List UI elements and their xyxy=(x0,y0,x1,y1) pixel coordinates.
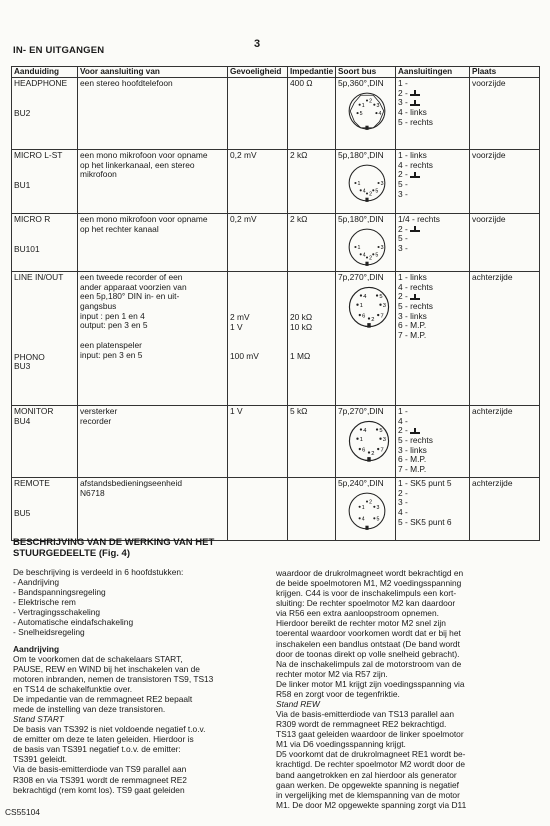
socket-pin xyxy=(368,317,370,319)
cell-aanduiding xyxy=(12,272,78,406)
aansluiting-line: 3 - links xyxy=(398,444,427,455)
paragraph-line: de basis van TS391 negatief t.o.v. de emitter: xyxy=(13,744,181,755)
cell-aanduiding-line: MICRO R xyxy=(14,214,51,224)
cell-impedantie-line: 20 kΩ xyxy=(290,312,313,322)
aansluiting-line xyxy=(398,170,467,180)
paragraph-line: band aangetrokken en zal hierdoor als generator xyxy=(276,769,457,780)
socket-pin-label: 2 xyxy=(369,499,373,506)
aansluiting-line: 4 - links xyxy=(398,106,427,117)
cell-plaats: achterzijde xyxy=(470,406,540,478)
bus-type-label: 5p,240°,DIN xyxy=(338,478,384,488)
paragraph-line: TS13 gaat geleiden waardoor de linker spoelmotor xyxy=(276,729,464,740)
aansluiting-line: 1 - xyxy=(398,78,408,88)
cell-aanduiding xyxy=(12,478,78,541)
socket-pin-label: 4 xyxy=(363,293,367,300)
aansluiting-line: 3 - xyxy=(398,188,408,199)
socket-pin xyxy=(373,103,375,105)
cell-voor-aansluiting-line: N6718 xyxy=(80,487,105,498)
aansluiting-line: 1 - SK5 punt 5 xyxy=(398,478,452,488)
socket-pin xyxy=(379,437,381,439)
socket-pin-label: 4 xyxy=(362,252,366,259)
cell-impedantie-line: 5 kΩ xyxy=(290,406,308,416)
table-row xyxy=(12,478,540,541)
socket-pin-label: 7 xyxy=(380,447,384,454)
header-gevoeligheid: Gevoeligheid xyxy=(228,67,288,78)
paragraph-line: in vergelijking met de klemspanning van de motor xyxy=(276,789,460,800)
aansluiting-pin: 2 - xyxy=(398,425,411,436)
cell-aanduiding-line: BU2 xyxy=(14,107,31,118)
socket-pin-label: 4 xyxy=(361,516,365,523)
socket-pin xyxy=(372,253,374,255)
aansluiting-line: 4 - xyxy=(398,415,408,426)
cell-soort-bus xyxy=(336,478,396,541)
paragraph-line: De basis van TS392 is niet voldoende negatief t.o.v. xyxy=(13,724,206,735)
aansluiting-line xyxy=(398,225,467,235)
cell-voor-aansluiting-line: op het rechter kanaal xyxy=(80,223,159,234)
cell-gevoeligheid-line: 1 V xyxy=(230,321,243,332)
paragraph-line: motoren inbranden, nemen de transistoren TS9, TS13 xyxy=(13,673,214,684)
paragraph-line: TS391 geleidt. xyxy=(13,754,68,765)
socket-pin xyxy=(368,451,370,453)
socket-pin-label: 5 xyxy=(375,252,379,259)
cell-voor-aansluiting-line: een mono mikrofoon voor opname xyxy=(80,150,208,160)
bus-type-label: 7p,270°,DIN xyxy=(338,406,384,416)
cell-aansluitingen xyxy=(396,150,470,214)
paragraph-line: - Aandrijving xyxy=(13,577,60,588)
table-row xyxy=(12,406,540,478)
cell-aanduiding xyxy=(12,78,78,150)
bus-type-label: 7p,270°,DIN xyxy=(338,272,384,282)
cell-impedantie xyxy=(288,150,336,214)
subheading: Stand START xyxy=(13,714,64,725)
socket-pin-label: 3 xyxy=(382,436,387,443)
paragraph-line: gaan werken. De opgewekte spanning is negatief xyxy=(276,779,459,790)
socket-pin xyxy=(366,256,368,258)
socket-pin xyxy=(378,246,380,248)
paragraph-line: - Bandspanningsregeling xyxy=(13,587,106,598)
paragraph-line: toerental waardoor voorkomen wordt dat er bij het xyxy=(276,628,461,639)
cell-impedantie-line: 2 kΩ xyxy=(290,214,308,224)
cell-plaats: achterzijde xyxy=(470,478,540,541)
cell-gevoeligheid xyxy=(228,406,288,478)
socket-pin-label: 2 xyxy=(371,450,375,457)
socket-pin xyxy=(360,294,362,296)
socket-pin-label: 7 xyxy=(380,313,384,320)
cell-gevoeligheid xyxy=(228,78,288,150)
socket-pin xyxy=(373,505,375,507)
paragraph-line: M1. De door M2 opgewekte spanning zorgt via D11 xyxy=(276,799,467,810)
socket-pin-label: 1 xyxy=(359,302,364,309)
socket-key xyxy=(365,125,368,129)
cell-plaats: achterzijde xyxy=(470,272,540,406)
socket-pin-label: 5 xyxy=(379,293,383,300)
socket-pin-label: 3 xyxy=(380,244,384,251)
cell-aanduiding-line: LINE IN/OUT xyxy=(14,272,64,282)
aansluiting-pin: 3 - xyxy=(398,97,411,108)
paragraph-line: de beide spoelmotoren M1, M2 voedingsspanning xyxy=(276,578,462,589)
socket-key xyxy=(367,323,370,328)
socket-pin-label: 5 xyxy=(375,188,379,195)
paragraph-line: PAUSE, REW en WIND bij het inschakelen van de xyxy=(13,663,200,674)
aansluiting-pin: 2 - xyxy=(398,169,411,180)
header-voor-aansluiting: Voor aansluiting van xyxy=(78,67,228,78)
socket-pin xyxy=(359,517,361,519)
socket-key xyxy=(365,525,368,529)
socket-pin xyxy=(366,99,368,101)
cell-impedantie xyxy=(288,78,336,150)
header-plaats: Plaats xyxy=(470,67,540,78)
cell-aanduiding-line: BU101 xyxy=(14,243,40,254)
cell-aanduiding-line: PHONO xyxy=(14,351,45,362)
aansluiting-pin: 2 - xyxy=(398,291,411,302)
paragraph-line: sluiting: De rechter spoelmotor M2 kan daardoor xyxy=(276,598,456,609)
cell-gevoeligheid-line: 100 mV xyxy=(230,351,259,362)
socket-pin-label: 4 xyxy=(363,427,367,434)
aansluiting-line: 3 - links xyxy=(398,310,427,321)
paragraph-line: waardoor de drukrolmagneet wordt bekrachtigd en xyxy=(276,568,464,578)
cell-impedantie xyxy=(288,478,336,541)
cell-voor-aansluiting-line: een 5p,180° DIN in- en uit- xyxy=(80,291,180,302)
cell-voor-aansluiting xyxy=(78,78,228,150)
paragraph-line: via R56 een extra aanloopstroom opnemen. xyxy=(276,608,439,619)
cell-gevoeligheid-line: 1 V xyxy=(230,406,243,416)
socket-pin xyxy=(376,428,378,430)
socket-pin-label: 2 xyxy=(369,191,373,198)
table-row xyxy=(12,78,540,150)
aansluiting-line: 5 - rechts xyxy=(398,300,433,311)
body-title-line: BESCHRIJVING VAN DE WERKING VAN HET xyxy=(13,537,215,548)
cell-voor-aansluiting-line: versterker xyxy=(80,406,118,416)
paragraph-line: R308 en via TS391 wordt de remmagneet RE2 xyxy=(13,774,187,785)
cell-voor-aansluiting xyxy=(78,478,228,541)
aansluiting-line: 1 - links xyxy=(398,272,427,282)
din-socket-icon xyxy=(346,490,388,532)
socket-pin-label: 3 xyxy=(382,302,387,309)
paragraph-line: mede de instelling van deze transistoren. xyxy=(13,704,166,715)
header-impedantie: Impedantie xyxy=(288,67,336,78)
cell-plaats: voorzijde xyxy=(470,150,540,214)
socket-pin-label: 2 xyxy=(371,316,375,323)
cell-voor-aansluiting xyxy=(78,214,228,272)
body-title-line: STUURGEDEELTE (Fig. 4) xyxy=(13,548,130,560)
socket-pin xyxy=(354,246,356,248)
cell-voor-aansluiting-line: mikrofoon xyxy=(80,169,117,180)
cell-voor-aansluiting-line: gangsbus xyxy=(80,300,117,311)
cell-impedantie xyxy=(288,214,336,272)
section-title: IN- EN UITGANGEN xyxy=(13,45,105,56)
paragraph-line: De linker motor M1 krijgt zijn voedingsspanning via xyxy=(276,678,465,689)
cell-voor-aansluiting xyxy=(78,272,228,406)
socket-pin xyxy=(372,189,374,191)
cell-voor-aansluiting-line: een mono mikrofoon voor opname xyxy=(80,214,208,224)
ground-icon xyxy=(410,90,420,96)
ground-icon xyxy=(410,100,420,106)
din-socket-icon xyxy=(346,284,392,330)
din-socket-icon xyxy=(346,90,388,132)
aansluiting-line: 1 - links xyxy=(398,150,427,160)
cell-soort-bus xyxy=(336,150,396,214)
aansluiting-line: 1 - xyxy=(398,406,408,416)
aansluiting-line: 5 - xyxy=(398,178,408,189)
table-row xyxy=(12,150,540,214)
paragraph-line: Hierdoor bereikt de rechter motor M2 snel zijn xyxy=(276,618,446,629)
header-soort-bus: Soort bus xyxy=(336,67,396,78)
aansluiting-line: 4 - rechts xyxy=(398,159,433,170)
socket-pin-label: 1 xyxy=(361,102,365,109)
header-aansluitingen: Aansluitingen xyxy=(396,67,470,78)
ground-icon xyxy=(410,226,420,232)
cell-voor-aansluiting-line: een stereo hoofdtelefoon xyxy=(80,78,173,88)
cell-voor-aansluiting-line: output: pen 3 en 5 xyxy=(80,320,148,331)
cell-gevoeligheid xyxy=(228,478,288,541)
paragraph-line: krachtigd. De rechter spoelmotor M2 wordt door de xyxy=(276,759,465,770)
socket-pin xyxy=(373,517,375,519)
cell-voor-aansluiting-line: op het linkerkanaal, een stereo xyxy=(80,159,195,170)
din-socket-icon xyxy=(346,226,388,268)
socket-pin-label: 5 xyxy=(376,516,380,523)
socket-pin-label: 4 xyxy=(362,188,366,195)
aansluiting-line: 7 - M.P. xyxy=(398,329,427,340)
aansluiting-line: 6 - M.P. xyxy=(398,454,427,465)
aansluiting-line: 4 - xyxy=(398,506,408,517)
aansluiting-line: 5 - rechts xyxy=(398,116,433,127)
socket-pin-label: 5 xyxy=(359,110,363,117)
page-number: 3 xyxy=(254,38,261,50)
table-row xyxy=(12,214,540,272)
cell-gevoeligheid-line: 2 mV xyxy=(230,312,250,322)
cell-aanduiding-line: MONITOR xyxy=(14,406,54,416)
cell-gevoeligheid-line: 0,2 mV xyxy=(230,150,257,160)
socket-pin-label: 2 xyxy=(369,98,373,105)
socket-pin xyxy=(378,182,380,184)
aansluiting-line: 5 - xyxy=(398,233,408,244)
cell-soort-bus xyxy=(336,78,396,150)
cell-plaats: voorzijde xyxy=(470,78,540,150)
paragraph-line: Via de basis-emitterdiode van TS13 parallel aan xyxy=(276,709,455,720)
cell-impedantie-line: 10 kΩ xyxy=(290,321,313,332)
paragraph-line: De beschrijving is verdeeld in 6 hoofdstukken: xyxy=(13,567,184,577)
cell-aanduiding xyxy=(12,406,78,478)
paragraph-line: en TS14 de schakelfunktie over. xyxy=(13,683,133,694)
socket-pin-label: 3 xyxy=(376,504,380,511)
aansluiting-pin: 2 - xyxy=(398,87,411,98)
paragraph-line: M1 via D6 voedingsspanning krijgt. xyxy=(276,739,406,750)
cell-voor-aansluiting-line: een tweede recorder of een xyxy=(80,272,183,282)
socket-pin-label: 3 xyxy=(380,180,384,187)
paragraph-line: - Vertragingsschakeling xyxy=(13,607,101,618)
ground-icon xyxy=(410,294,420,300)
cell-voor-aansluiting-line: recorder xyxy=(80,415,112,426)
cell-aanduiding-line: HEADPHONE xyxy=(14,78,68,88)
socket-pin xyxy=(357,112,359,114)
socket-key xyxy=(365,197,368,201)
socket-pin xyxy=(377,314,379,316)
paragraph-line: D5 voorkomt dat de drukrolmagneet RE1 wordt be- xyxy=(276,749,466,760)
socket-key xyxy=(367,457,370,462)
connections-table xyxy=(11,66,540,541)
socket-pin xyxy=(356,437,358,439)
socket-pin xyxy=(359,103,361,105)
socket-pin-label: 3 xyxy=(376,102,380,109)
table-header-row xyxy=(12,67,540,78)
socket-pin xyxy=(377,448,379,450)
cell-impedantie-line: 2 kΩ xyxy=(290,150,308,160)
table-row xyxy=(12,272,540,406)
paragraph-line: Via de basis-emitterdiode van TS9 parallel aan xyxy=(13,764,187,775)
cell-impedantie-line: 400 Ω xyxy=(290,78,313,88)
socket-pin xyxy=(376,294,378,296)
cell-voor-aansluiting-line: afstandsbedieningseenheid xyxy=(80,478,182,488)
aansluiting-line: 3 - xyxy=(398,242,408,253)
bus-type-label: 5p,180°,DIN xyxy=(338,150,384,160)
subheading: Aandrijving xyxy=(13,643,60,654)
cell-impedantie-line: 1 MΩ xyxy=(290,351,311,362)
socket-outline xyxy=(349,493,385,529)
paragraph-line: R309 wordt de remmagneet RE2 bekrachtigd. xyxy=(276,719,447,730)
paragraph-line: - Elektrische rem xyxy=(13,597,76,608)
cell-aanduiding-line: REMOTE xyxy=(14,478,50,488)
ground-icon xyxy=(410,172,420,178)
aansluiting-line: 5 - SK5 punt 6 xyxy=(398,516,452,527)
cell-voor-aansluiting-line: een platenspeler xyxy=(80,339,142,350)
aansluiting-line: 3 - xyxy=(398,497,408,508)
socket-pin xyxy=(354,182,356,184)
cell-soort-bus xyxy=(336,272,396,406)
body-title xyxy=(13,537,273,560)
cell-aansluitingen xyxy=(396,272,470,406)
cell-voor-aansluiting xyxy=(78,406,228,478)
paragraph-line: - Automatische eindafschakeling xyxy=(13,617,134,628)
socket-pin xyxy=(356,303,358,305)
header-aanduiding: Aanduiding xyxy=(12,67,78,78)
bus-type-label: 5p,180°,DIN xyxy=(338,214,384,224)
cell-aansluitingen xyxy=(396,78,470,150)
paragraph-line: de emitter om deze te laten geleiden. Hierdoor is xyxy=(13,734,194,745)
socket-pin xyxy=(366,500,368,502)
socket-pin xyxy=(359,505,361,507)
socket-pin xyxy=(375,112,377,114)
right-text-column xyxy=(276,568,538,810)
cell-aanduiding-line: BU1 xyxy=(14,179,31,190)
din-socket-icon xyxy=(346,418,392,464)
paragraph-line: door de toonas direkt op volle snelheid gebracht). xyxy=(276,648,460,659)
aansluiting-line: 7 - M.P. xyxy=(398,463,427,474)
cell-gevoeligheid xyxy=(228,150,288,214)
paragraph-line: krijgen. C44 is voor de inschakelimpuls een kort- xyxy=(276,588,457,599)
cell-gevoeligheid-line: 0,2 mV xyxy=(230,214,257,224)
socket-pin-label: 1 xyxy=(361,504,365,511)
din-socket-icon xyxy=(346,162,388,204)
aansluiting-line: 1/4 - rechts xyxy=(398,214,440,224)
paragraph-line: Om te voorkomen dat de schakelaars START, xyxy=(13,653,183,664)
cell-aansluitingen xyxy=(396,478,470,541)
cell-gevoeligheid xyxy=(228,214,288,272)
socket-key xyxy=(365,261,368,265)
cell-voor-aansluiting-line: ander apparaat voorzien van xyxy=(80,281,187,292)
ground-icon xyxy=(410,428,420,434)
cell-aanduiding-line: MICRO L-ST xyxy=(14,150,63,160)
aansluiting-pin: 2 - xyxy=(398,223,411,234)
cell-aansluitingen xyxy=(396,214,470,272)
socket-pin xyxy=(359,314,361,316)
cell-aanduiding-line: BU4 xyxy=(14,415,31,426)
cell-impedantie xyxy=(288,406,336,478)
paragraph-line: - Snelheidsregeling xyxy=(13,627,85,638)
socket-pin xyxy=(360,189,362,191)
socket-pin xyxy=(379,303,381,305)
cell-voor-aansluiting xyxy=(78,150,228,214)
cell-soort-bus xyxy=(336,406,396,478)
socket-pin-label: 6 xyxy=(362,447,366,454)
cell-impedantie xyxy=(288,272,336,406)
socket-pin-label: 1 xyxy=(357,244,361,251)
left-text-column xyxy=(13,567,268,795)
paragraph-line: inschakelen een bandlus ontstaat (De band wordt xyxy=(276,638,460,649)
cell-aanduiding-line: BU5 xyxy=(14,507,31,518)
socket-pin-label: 1 xyxy=(357,180,361,187)
cell-aanduiding-line: BU3 xyxy=(14,361,31,372)
bus-type-label: 5p,360°,DIN xyxy=(338,78,384,88)
paragraph-line: Na de inschakelimpuls zal de motorstroom van de xyxy=(276,658,462,669)
paragraph-line: R58 en zorgt voor de tegenfriktie. xyxy=(276,688,400,699)
cell-gevoeligheid xyxy=(228,272,288,406)
subheading: Stand REW xyxy=(276,699,320,710)
socket-pin xyxy=(360,253,362,255)
socket-pin-label: 2 xyxy=(369,255,373,262)
cell-soort-bus xyxy=(336,214,396,272)
socket-pin-label: 1 xyxy=(359,436,364,443)
paragraph-line: De impedantie van de remmagneet RE2 bepaalt xyxy=(13,693,193,704)
socket-pin-label: 6 xyxy=(362,313,366,320)
paragraph-line: bekrachtigd (rem komt los). TS9 gaat geleiden xyxy=(13,784,185,795)
aansluiting-line: 4 - rechts xyxy=(398,281,433,292)
socket-pin xyxy=(366,192,368,194)
footer-code: CS55104 xyxy=(5,807,40,817)
socket-pin-label: 4 xyxy=(378,110,382,117)
socket-pin-label: 5 xyxy=(379,427,383,434)
paragraph-line: rechter motor M2 via R57 zijn. xyxy=(276,668,388,679)
aansluiting-line: 2 - xyxy=(398,487,408,498)
cell-voor-aansluiting-line: input : pen 1 en 4 xyxy=(80,310,145,321)
socket-pin xyxy=(359,448,361,450)
aansluiting-line: 6 - M.P. xyxy=(398,320,427,331)
cell-aanduiding xyxy=(12,150,78,214)
cell-aanduiding xyxy=(12,214,78,272)
aansluiting-line: 5 - rechts xyxy=(398,434,433,445)
cell-voor-aansluiting-line: input: pen 3 en 5 xyxy=(80,349,143,360)
cell-plaats: voorzijde xyxy=(470,214,540,272)
socket-pin xyxy=(360,428,362,430)
cell-aansluitingen xyxy=(396,406,470,478)
